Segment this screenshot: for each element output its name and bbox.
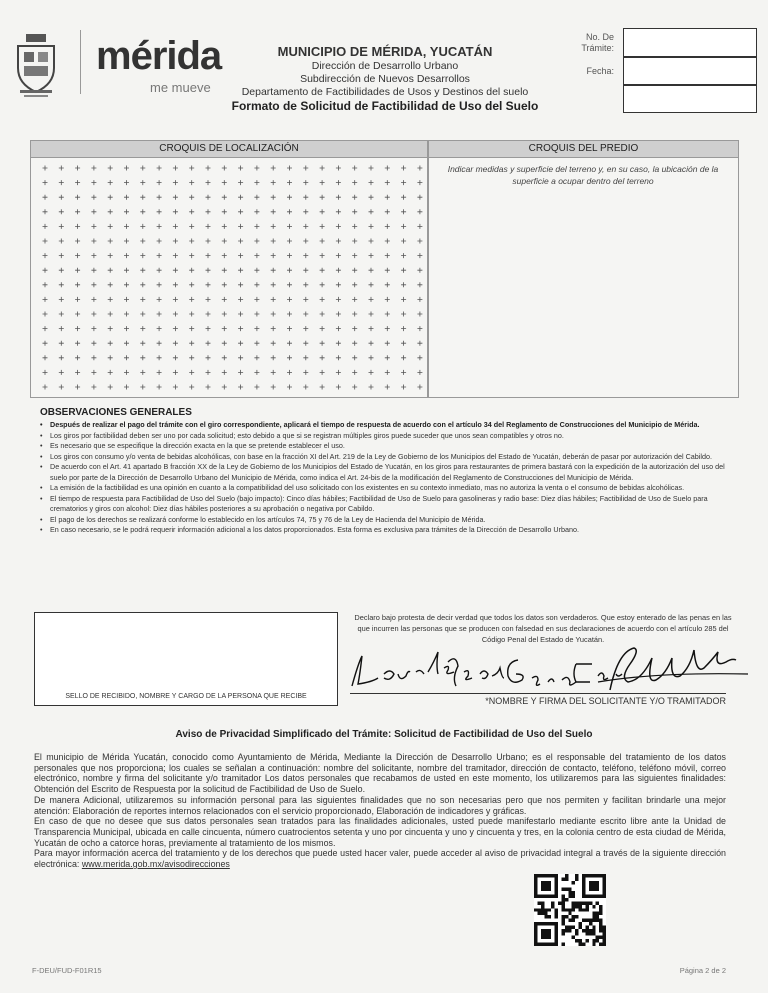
header-line-direction: Dirección de Desarrollo Urbano bbox=[311, 60, 459, 72]
observation-item: • El tiempo de respuesta para Factibilidad de Uso del Suelo (bajo impacto): Cinco días hábiles; Factibilidad de Uso de Suelo para gasolineras y radio base: Diez días hábiles; Factibilidad de Uso de Suelo para crematorios y giros con alcohol: Diez días hábiles posteriores a su aprobación o negativa por Cabildo. bbox=[40, 494, 732, 515]
general-observations bbox=[40, 407, 732, 536]
property-sketch-title: CROQUIS DEL PREDIO bbox=[429, 141, 738, 158]
date-label: Fecha: bbox=[586, 66, 614, 76]
privacy-paragraph: El municipio de Mérida Yucatán, conocido como Ayuntamiento de Mérida, Mediante la Dirección de Desarrollo Urbano; es el responsable del tratamiento de los datos personales que nos proporciona; los cuales se señalan a continuación: nombre del solicitante, nombre del tramitador, dirección de contacto, teléfono, teléfono móvil, correo electrónico, nombre y firma del solicitante y/o tramitador Los datos personales que recabamos de usted en este momento, los utilizaremos para las siguientes finalidades: Obtención del Escrito de Respuesta por la solicitud de Factibilidad de Uso de Suelo. bbox=[34, 752, 726, 795]
document-code: F-DEU/FUD-F01R15 bbox=[32, 966, 102, 975]
privacy-link[interactable]: www.merida.gob.mx/avisodirecciones bbox=[81, 859, 230, 870]
observation-item: • De acuerdo con el Art. 41 apartado B fracción XX de la Ley de Gobierno de los Municipios del Estado de Yucatán, en los giros para restaurantes de primera bastará con la expedición de la autorización del uso del suelo por parte de la Dirección de Desarrollo Urbano del Municipio de Mérida, como indica el Art. 24-bis de la modificación del Reglamento de Construcciones del Municipio de Mérida. bbox=[40, 462, 732, 483]
privacy-paragraph: En caso de que no desee que sus datos personales sean tratados para las finalidades adicionales, usted puede manifestarlo mediante escrito libre ante la Unidad de Transparencia Municipal, ubicada en calle cincuenta, número cuatrocientos setenta y uno por cincuenta y uno y cincuenta y tres, en la colonia centro de esta ciudad de Mérida, Yucatán de ocho a catorce horas, previamente al tratamiento de los mismos. bbox=[34, 816, 726, 848]
reception-seal-box[interactable] bbox=[34, 612, 338, 706]
page-number: Página 2 de 2 bbox=[679, 966, 726, 975]
extra-header-field[interactable] bbox=[623, 85, 757, 113]
observation-item: • Los giros con consumo y/o venta de bebidas alcohólicas, con base en la fracción XI del Art. 219 de la Ley de Gobierno de los Municipios del Estado de Yucatán, deberán de pasar por autorización del Cabildo. bbox=[40, 452, 732, 463]
privacy-notice-title: Aviso de Privacidad Simplificado del Trámite: Solicitud de Factibilidad de Uso del Suelo bbox=[175, 729, 593, 740]
brand-slogan: me mueve bbox=[150, 80, 211, 95]
qr-code bbox=[534, 874, 606, 946]
observation-item: • Es necesario que se especifique la dirección exacta en la que se pretende establecer el uso. bbox=[40, 441, 732, 452]
tramite-number-label: No. De Trámite: bbox=[581, 32, 614, 53]
privacy-paragraph bbox=[34, 848, 726, 869]
header-line-department: Departamento de Factibilidades de Usos y Destinos del suelo bbox=[241, 86, 529, 98]
property-sketch-panel[interactable] bbox=[428, 140, 739, 398]
municipal-crest-logo bbox=[14, 32, 58, 98]
privacy-paragraph: De manera Adicional, utilizaremos su información personal para las siguientes finalidades que no son necesarias pero que nos permiten y facilitan brindarle una mejor atención: Elaboración de reportes internos relacionados con el servicio proporcionado, Elaboración de indicadores y gráficas. bbox=[34, 794, 726, 816]
date-field[interactable] bbox=[623, 57, 757, 85]
property-sketch-note: Indicar medidas y superficie del terreno y, en su caso, la ubicación de la superficie a ocupar dentro del terreno bbox=[447, 164, 719, 186]
logo-divider bbox=[80, 30, 81, 94]
truth-declaration: Declaro bajo protesta de decir verdad que todos los datos son verdaderos. Que estoy enterado de las penas en las que incurren las personas que se producen con falsedad en sus declaraciones de acuerdo con el artículo 285 del Código Penal del Estado de Yucatán. bbox=[354, 613, 732, 644]
observation-item: • La emisión de la factibilidad es una opinión en cuanto a la compatibilidad del uso solicitado con los existentes en su contexto inmediato, mas no autoriza la venta o el consumo de bebidas alcohólicas. bbox=[40, 483, 732, 494]
location-sketch-grid bbox=[31, 158, 427, 396]
observations-title: OBSERVACIONES GENERALES bbox=[40, 407, 192, 418]
privacy-notice-body bbox=[34, 752, 726, 870]
signature-line bbox=[350, 693, 726, 694]
observation-item: • Los giros por factibilidad deben ser uno por cada solicitud; esto debido a que si se registran múltiples giros puede suceder que unos sean compatibles y otros no. bbox=[40, 431, 732, 442]
observation-item: • El pago de los derechos se realizará conforme lo establecido en los artículos 74, 75 y 76 de la Ley de Hacienda del Municipio de Mérida. bbox=[40, 515, 732, 526]
reception-seal-label: SELLO DE RECIBIDO, NOMBRE Y CARGO DE LA PERSONA QUE RECIBE bbox=[65, 693, 307, 700]
brand-wordmark: mérida bbox=[96, 34, 222, 78]
location-sketch-title: CROQUIS DE LOCALIZACIÓN bbox=[31, 141, 427, 158]
header-line-subdirection: Subdirección de Nuevos Desarrollos bbox=[300, 73, 470, 85]
location-sketch-panel[interactable] bbox=[30, 140, 428, 398]
observation-item: • En caso necesario, se le podrá requerir información adicional a los datos proporcionados. Esta forma es exclusiva para trámites de la Dirección de Desarrollo Urbano. bbox=[40, 525, 732, 536]
privacy-paragraph-text: Para mayor información acerca del tratamiento y de los derechos que puede usted hacer valer, puede acceder al aviso de privacidad integral a través de la siguiente dirección electrónica: bbox=[34, 848, 726, 870]
handwritten-signature bbox=[348, 642, 768, 698]
municipality-title: MUNICIPIO DE MÉRIDA, YUCATÁN bbox=[277, 44, 493, 59]
observation-item: • Después de realizar el pago del trámite con el giro correspondiente, aplicará el tiempo de respuesta de acuerdo con el artículo 34 del Reglamento de Construcciones del Municipio de Mérida. bbox=[40, 420, 732, 431]
form-title: Formato de Solicitud de Factibilidad de Uso del Suelo bbox=[231, 99, 539, 113]
header-titles bbox=[230, 44, 540, 114]
signature-label: *NOMBRE Y FIRMA DEL SOLICITANTE Y/O TRAMITADOR bbox=[485, 696, 726, 706]
tramite-number-field[interactable] bbox=[623, 28, 757, 57]
